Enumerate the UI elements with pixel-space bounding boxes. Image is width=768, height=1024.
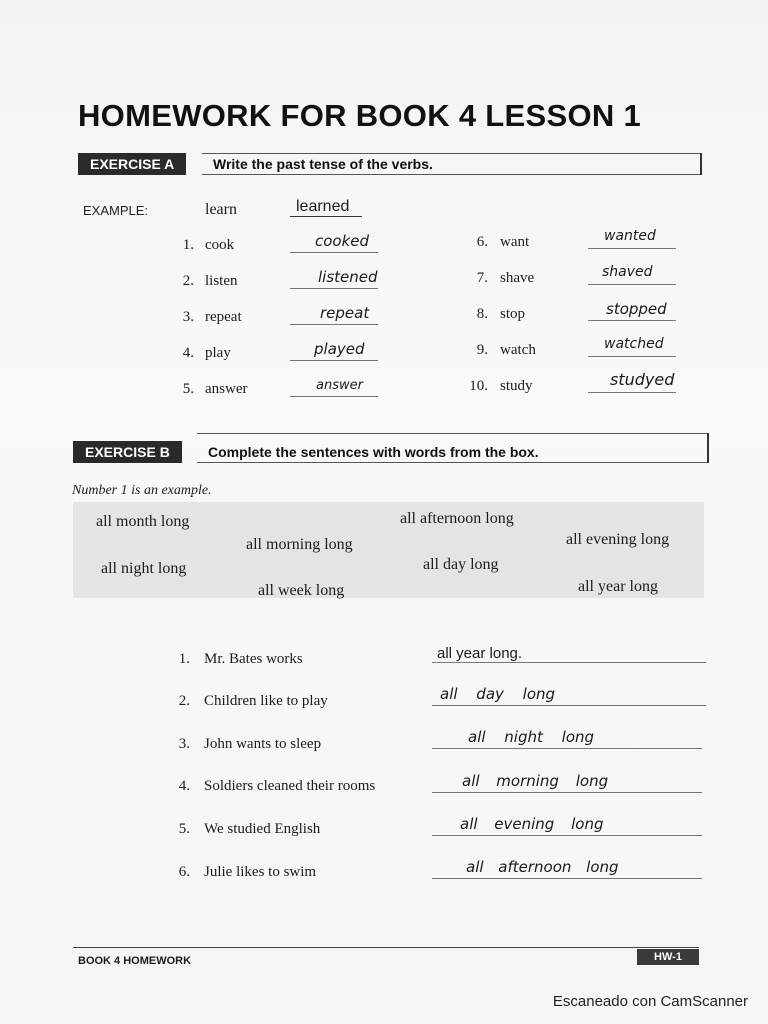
example-answer: learned — [290, 198, 362, 217]
footer-book-label: BOOK 4 HOMEWORK — [78, 955, 192, 967]
box-word: all morning long — [246, 536, 353, 553]
verb-number: 7. — [476, 270, 488, 286]
example-word: learn — [205, 201, 237, 218]
handwritten-answer: all day long — [440, 685, 556, 703]
handwritten-answer: all evening long — [460, 815, 604, 833]
verb-word: study — [500, 378, 533, 394]
sentence-number: 6. — [178, 864, 190, 880]
answer-text: all year long. — [437, 645, 523, 662]
verb-word: want — [500, 234, 530, 250]
sentence-text: Soldiers cleaned their rooms — [204, 778, 376, 794]
example-note: Number 1 is an example. — [72, 483, 212, 498]
exercise-a-instruction: Write the past tense of the verbs. — [213, 156, 433, 172]
box-word: all evening long — [566, 531, 670, 548]
verb-word: answer — [205, 381, 248, 397]
handwritten-answer: cooked — [315, 232, 370, 250]
verb-number: 9. — [476, 342, 488, 358]
verb-word: repeat — [205, 309, 242, 325]
verb-word: listen — [205, 273, 238, 289]
box-word: all year long — [578, 578, 658, 595]
handwritten-answer: all morning long — [462, 772, 609, 790]
sentence-number: 3. — [178, 736, 190, 752]
word-box — [73, 502, 704, 598]
handwritten-answer: listened — [318, 268, 378, 286]
sentence-text: John wants to sleep — [204, 736, 322, 752]
handwritten-answer: watched — [604, 336, 664, 352]
verb-number: 5. — [182, 381, 194, 397]
handwritten-answer: shaved — [602, 264, 653, 280]
handwritten-answer: all night long — [468, 728, 595, 746]
handwritten-answer: studyed — [610, 370, 675, 389]
verb-word: cook — [205, 237, 235, 253]
handwritten-answer: all afternoon long — [466, 858, 619, 876]
sentence-number: 4. — [178, 778, 190, 794]
verb-number: 8. — [476, 306, 488, 322]
handwritten-answer: played — [314, 340, 365, 358]
verb-number: 4. — [182, 345, 194, 361]
sentence-text: We studied English — [204, 821, 321, 837]
box-word: all week long — [258, 582, 345, 599]
footer-page-badge: HW-1 — [637, 949, 699, 965]
verb-word: watch — [500, 342, 536, 358]
exercise-b-tag: EXERCISE B — [73, 441, 182, 463]
verb-word: shave — [500, 270, 535, 286]
footer-divider — [73, 947, 699, 948]
verb-word: play — [205, 345, 231, 361]
sentence-number: 5. — [178, 821, 190, 837]
exercise-a-header — [78, 153, 702, 175]
exercise-b-instruction: Complete the sentences with words from the box. — [208, 444, 539, 460]
exercise-b-header — [73, 441, 709, 463]
example-label: EXAMPLE: — [83, 203, 149, 218]
scanner-watermark: Escaneado con CamScanner — [552, 993, 748, 1010]
box-word: all night long — [101, 560, 187, 577]
verb-number: 3. — [182, 309, 194, 325]
verb-number: 6. — [476, 234, 488, 250]
box-word: all afternoon long — [400, 510, 514, 527]
verb-number: 2. — [182, 273, 194, 289]
sentence-number: 1. — [178, 651, 190, 667]
box-word: all day long — [423, 556, 499, 573]
sentence-text: Mr. Bates works — [204, 651, 303, 667]
verb-word: stop — [500, 306, 526, 322]
verb-number: 10. — [469, 378, 488, 394]
box-word: all month long — [96, 513, 190, 530]
sentence-number: 2. — [178, 693, 190, 709]
verb-number: 1. — [182, 237, 194, 253]
exercise-a-tag: EXERCISE A — [78, 153, 186, 175]
handwritten-answer: wanted — [604, 228, 656, 244]
handwritten-answer: answer — [316, 378, 363, 393]
sentence-text: Julie likes to swim — [204, 864, 317, 880]
handwritten-answer: stopped — [606, 300, 667, 318]
page-title: HOMEWORK FOR BOOK 4 LESSON 1 — [78, 98, 641, 133]
handwritten-answer: repeat — [320, 304, 370, 322]
sentence-text: Children like to play — [204, 693, 328, 709]
